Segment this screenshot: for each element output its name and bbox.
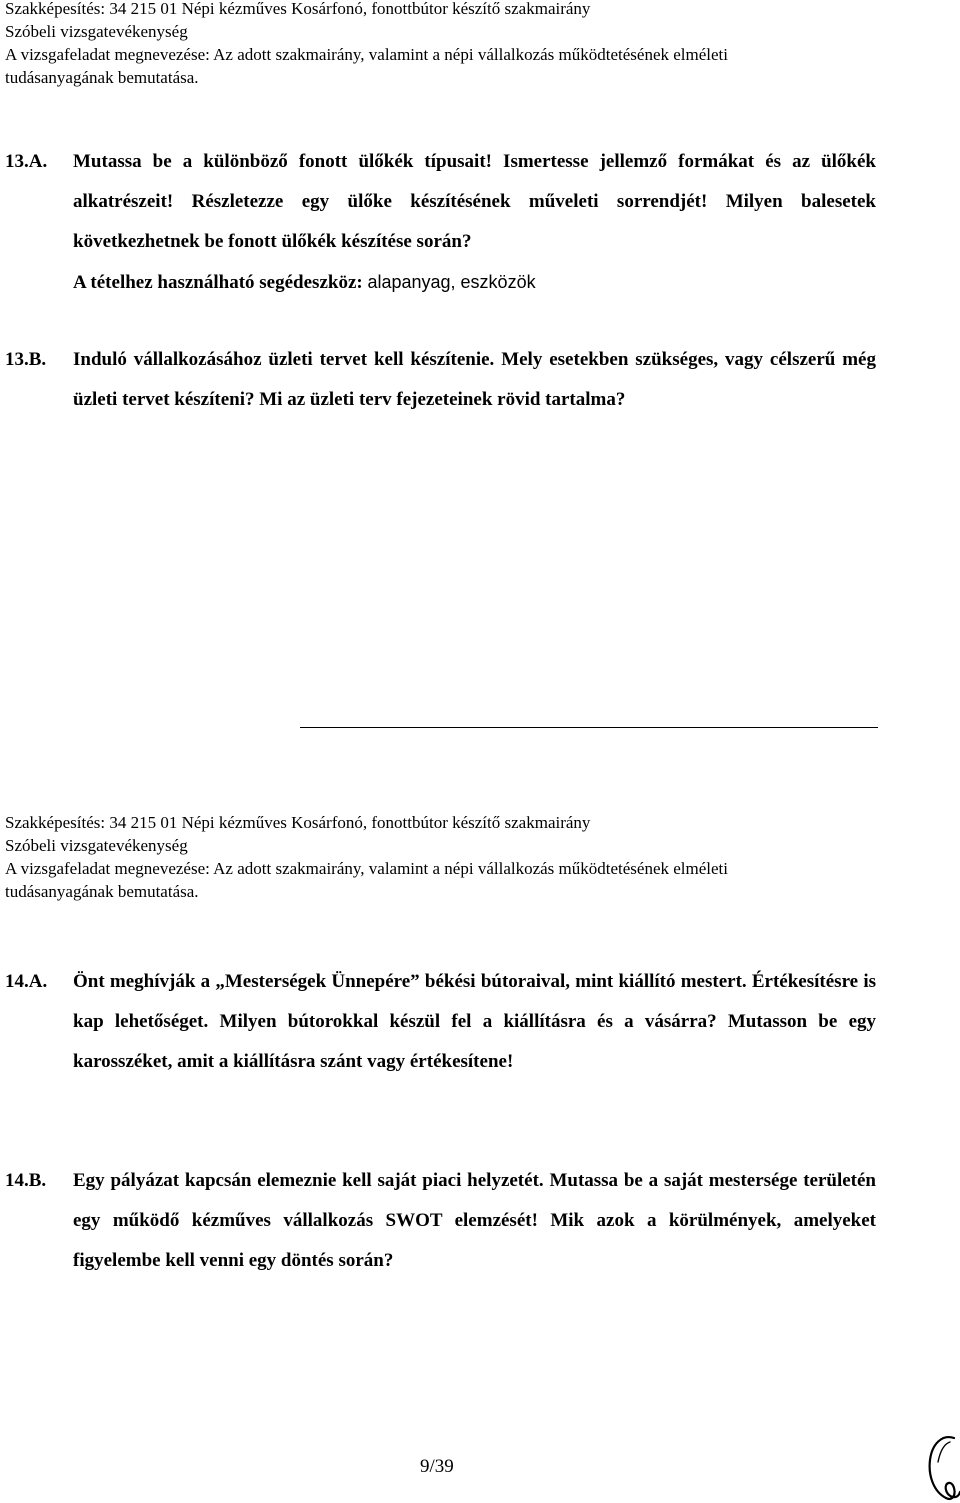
header-qualification: Szakképesítés: 34 215 01 Népi kézműves Kosárfonó, fonottbútor készítő szakmairány: [5, 813, 591, 832]
header-activity: Szóbeli vizsgatevékenység: [5, 836, 188, 855]
signature-mark: [924, 1432, 960, 1503]
header-task-name-cont: tudásanyagának bemutatása.: [5, 68, 199, 87]
question-14b: [5, 1161, 876, 1281]
header-task-name: A vizsgafeladat megnevezése: Az adott szakmairány, valamint a népi vállalkozás működtetésének elméleti: [5, 45, 729, 64]
question-14a: [5, 962, 876, 1082]
question-13b: [5, 340, 876, 420]
question-text: Mutassa be a különböző fonott ülőkék típusait! Ismertesse jellemző formákat és az ülőkék alkatrészeit! Részletezze egy ülőke készítésének műveleti sorrendjét! Milyen balesetek következhetnek be fonott ülőkék készítése során?: [73, 151, 876, 252]
question-13a: [5, 142, 876, 303]
question-number: 14.A.: [5, 971, 48, 992]
header-top: [5, 0, 728, 89]
header-qualification: Szakképesítés: 34 215 01 Népi kézműves Kosárfonó, fonottbútor készítő szakmairány: [5, 0, 591, 18]
header-task-name-cont: tudásanyagának bemutatása.: [5, 882, 199, 901]
header-task-name: A vizsgafeladat megnevezése: Az adott szakmairány, valamint a népi vállalkozás működtetésének elméleti: [5, 859, 729, 878]
page-divider: [300, 727, 878, 728]
aid-line: [73, 272, 536, 293]
aid-label: A tételhez használható segédeszköz:: [73, 272, 363, 293]
page-number: 9/39: [420, 1456, 454, 1477]
question-text: Induló vállalkozásához üzleti tervet kell készítenie. Mely esetekben szükséges, vagy célszerű még üzleti tervet készíteni? Mi az üzleti terv fejezeteinek rövid tartalma?: [73, 349, 876, 410]
question-number: 13.B.: [5, 349, 47, 370]
header-activity: Szóbeli vizsgatevékenység: [5, 22, 188, 41]
question-text: Egy pályázat kapcsán elemeznie kell saját piaci helyzetét. Mutassa be a saját mestersége területén egy működő kézműves vállalkozás SWOT elemzését! Mik azok a körülmények, amelyeket figyelembe kell venni egy döntés során?: [73, 1170, 876, 1271]
aid-value: alapanyag, eszközök: [367, 272, 536, 292]
question-text: Önt meghívják a „Mesterségek Ünnepére” békési bútoraival, mint kiállító mestert. Értékesítésre is kap lehetőséget. Milyen bútorokkal készül fel a kiállításra és a vásárra? Mutasson be egy karosszéket, amit a kiállításra szánt vagy értékesítene!: [73, 971, 876, 1072]
question-number: 13.A.: [5, 151, 48, 172]
header-bottom: [5, 811, 728, 903]
question-number: 14.B.: [5, 1170, 47, 1191]
